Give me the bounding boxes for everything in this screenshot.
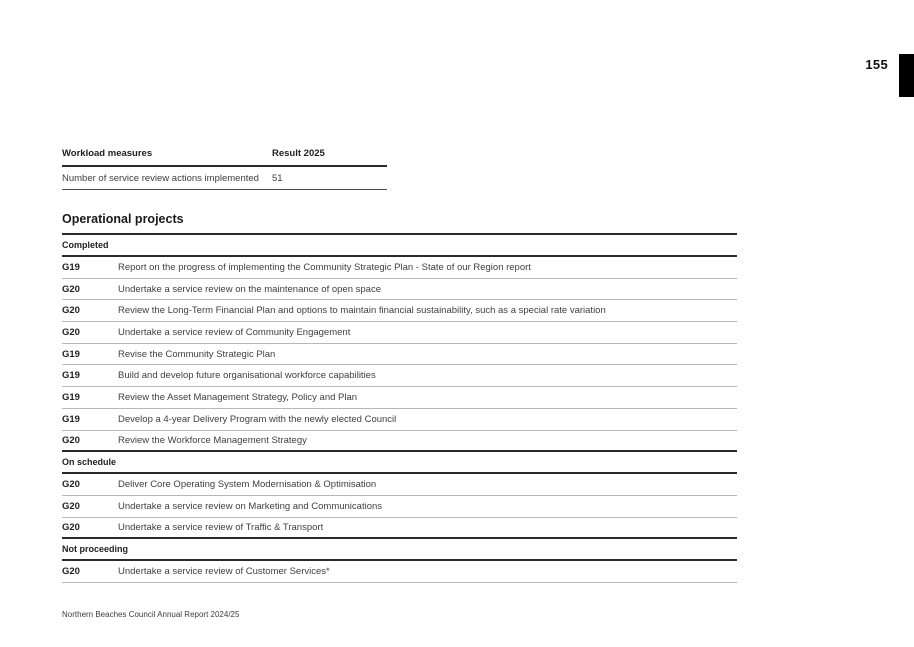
section-status-label: On schedule <box>62 457 117 468</box>
project-code: G19 <box>62 391 80 403</box>
page-edge-tab <box>899 54 914 97</box>
project-description: Revise the Community Strategic Plan <box>118 348 276 360</box>
project-description: Review the Long-Term Financial Plan and options to maintain financial sustainability, such as a special rate variation <box>118 305 606 317</box>
project-code: G20 <box>62 434 80 446</box>
project-description: Develop a 4-year Delivery Program with the newly elected Council <box>118 413 397 425</box>
project-row <box>62 409 737 431</box>
project-row <box>62 344 737 366</box>
project-row <box>62 300 737 322</box>
project-row <box>62 279 737 301</box>
project-code: G20 <box>62 305 80 317</box>
project-description: Review the Asset Management Strategy, Policy and Plan <box>118 391 358 403</box>
operational-projects-table <box>62 233 737 583</box>
workload-header-result: Result 2025 <box>272 148 325 159</box>
project-code: G20 <box>62 283 80 295</box>
project-row <box>62 365 737 387</box>
project-code: G20 <box>62 500 80 512</box>
project-row <box>62 561 737 583</box>
section-status-label: Completed <box>62 240 109 250</box>
project-row <box>62 518 737 540</box>
workload-measures-table <box>62 148 387 190</box>
section-status-label: Not proceeding <box>62 544 129 555</box>
workload-header-measures: Workload measures <box>62 148 153 159</box>
section-header-on-schedule <box>62 452 737 474</box>
project-description: Undertake a service review on the maintenance of open space <box>118 283 381 295</box>
project-code: G19 <box>62 261 80 273</box>
report-footer: Northern Beaches Council Annual Report 2024/25 <box>62 610 240 619</box>
section-header-completed <box>62 235 737 257</box>
project-code: G20 <box>62 479 80 491</box>
project-code: G20 <box>62 566 80 578</box>
workload-measure-result: 51 <box>272 172 283 184</box>
project-description: Undertake a service review on Marketing and Communications <box>118 500 383 512</box>
project-description: Report on the progress of implementing the Community Strategic Plan - State of our Region report <box>118 261 531 273</box>
project-code: G19 <box>62 348 80 360</box>
project-row <box>62 322 737 344</box>
project-description: Review the Workforce Management Strategy <box>118 434 307 446</box>
project-row <box>62 496 737 518</box>
project-row <box>62 257 737 279</box>
workload-measure-label: Number of service review actions implemented <box>62 172 259 184</box>
project-description: Deliver Core Operating System Modernisation & Optimisation <box>118 479 377 491</box>
project-code: G20 <box>62 326 80 338</box>
project-description: Undertake a service review of Customer Services* <box>118 566 330 578</box>
project-code: G19 <box>62 370 80 382</box>
project-description: Undertake a service review of Traffic & Transport <box>118 521 324 533</box>
section-header-not-proceeding <box>62 539 737 561</box>
project-row <box>62 387 737 409</box>
project-description: Undertake a service review of Community Engagement <box>118 326 351 338</box>
project-description: Build and develop future organisational workforce capabilities <box>118 370 376 382</box>
workload-table-header <box>62 148 387 167</box>
workload-table-row <box>62 167 387 190</box>
page-number: 155 <box>865 57 888 72</box>
project-code: G19 <box>62 413 80 425</box>
project-row <box>62 474 737 496</box>
project-row <box>62 431 737 453</box>
project-code: G20 <box>62 521 80 533</box>
operational-projects-title: Operational projects <box>62 212 184 226</box>
